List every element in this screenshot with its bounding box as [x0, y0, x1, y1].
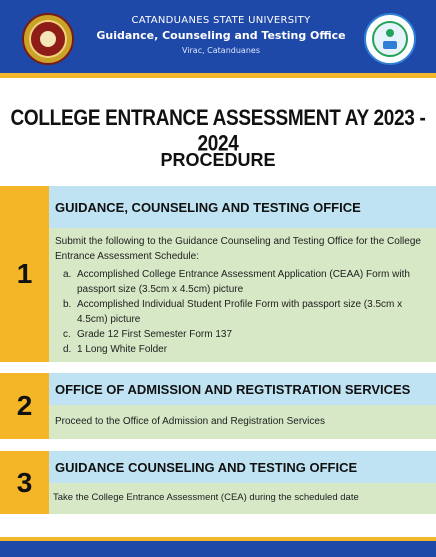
list-item [63, 267, 430, 297]
step-number: 1 [0, 186, 49, 362]
page-subtitle: PROCEDURE [160, 150, 276, 170]
header-text [90, 15, 352, 55]
list-item [63, 342, 430, 357]
university-seal-icon [22, 13, 74, 65]
guidance-office-seal-icon [364, 13, 416, 65]
list-item [63, 297, 430, 327]
step-1 [0, 186, 436, 362]
step-body: Proceed to the Office of Admission and Registration Services [49, 405, 436, 439]
header-banner [0, 0, 436, 78]
item-text: Grade 12 First Semester Form 137 [77, 329, 233, 340]
step-heading: GUIDANCE, COUNSELING AND TESTING OFFICE [49, 186, 436, 228]
step-heading: OFFICE OF ADMISSION AND REGTISTRATION SERVICES [49, 373, 436, 405]
step-body: Take the College Entrance Assessment (CEA) during the scheduled date [49, 483, 436, 514]
footer-bar [0, 537, 436, 557]
step-number: 3 [0, 451, 49, 514]
page-title: COLLEGE ENTRANCE ASSESSMENT AY 2023 - 2024 [10, 106, 426, 157]
item-letter: d. [63, 344, 72, 355]
list-item [63, 327, 430, 342]
step-3 [0, 451, 436, 514]
item-letter: b. [63, 299, 72, 310]
step-body [49, 228, 436, 362]
requirements-list [55, 267, 430, 357]
office-name: Guidance, Counseling and Testing Office [96, 29, 346, 42]
item-text: Accomplished College Entrance Assessment Application (CEAA) Form with passport size (3.5cm x 4.5cm) picture [77, 269, 410, 295]
item-text: Accomplished Individual Student Profile Form with passport size (3.5cm x 4.5cm) picture [77, 299, 403, 325]
step-heading: GUIDANCE COUNSELING AND TESTING OFFICE [49, 451, 436, 483]
step-number: 2 [0, 373, 49, 439]
university-name: CATANDUANES STATE UNIVERSITY [131, 15, 311, 26]
item-letter: a. [63, 269, 72, 280]
item-text: 1 Long White Folder [77, 344, 168, 355]
item-letter: c. [63, 329, 71, 340]
step-intro: Submit the following to the Guidance Counseling and Testing Office for the College Entrance Assessment Schedule: [55, 236, 421, 262]
location-text: Virac, Catanduanes [181, 46, 260, 55]
step-2 [0, 373, 436, 439]
